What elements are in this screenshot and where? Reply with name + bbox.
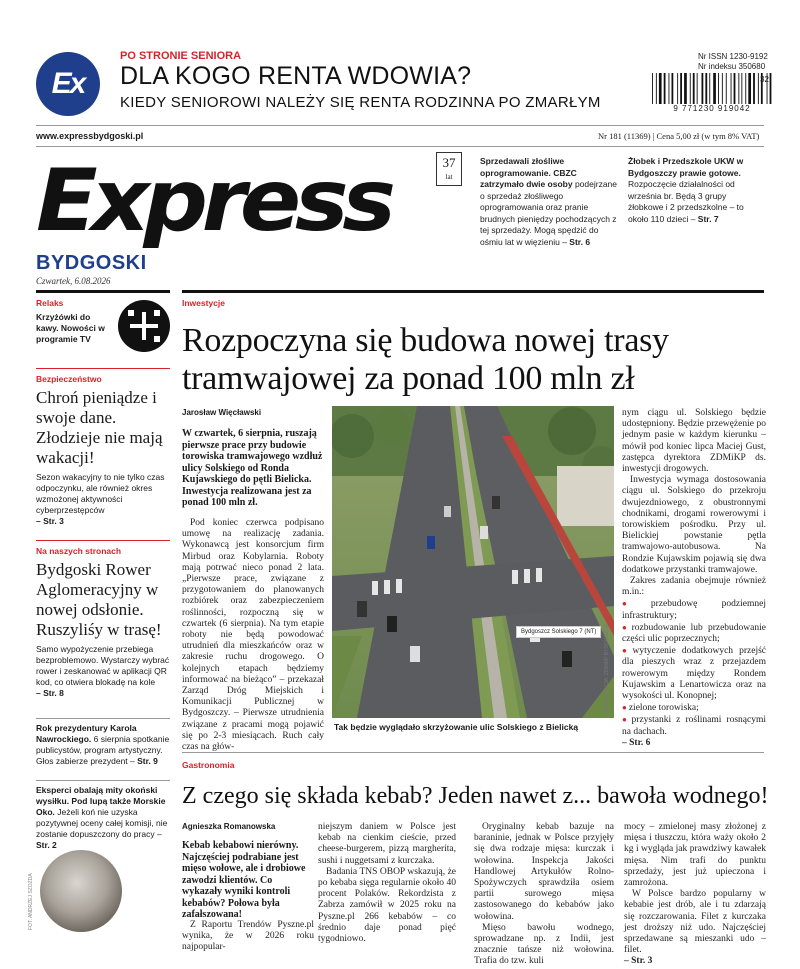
- divider: [36, 146, 764, 147]
- divider: [182, 752, 764, 753]
- gastro-body-col4: mocy – zmielonej masy złożonej z mięsa i tłuszczu, która waży około 2 kg i wygląda jak prawdziwy kawałek mięsa. Nim trafi do punktu sprzedaży, jest już upieczona i zamrożona. W Polsce bardzo popularny w kebabie jest drób, ale i tu zdarzają się rozczarowania. Filet z kurczaka jest droższy niż udo. Najczęściej sprzedawane są mieszanki udo – filet. – Str. 3: [624, 822, 766, 967]
- gastro-body-col1: Z Raportu Trendów Pyszne.pl wynika, że w 2026 roku najpopular-: [182, 920, 314, 953]
- banner-subtitle: KIEDY SENIOROWI NALEŻY SIĘ RENTA RODZINNA PO ZMARŁYM: [120, 94, 601, 111]
- bike-headline[interactable]: Bydgoski Rower Aglomeracyjny w nowej odsłonie. Ruszyliśy w trasę!: [36, 560, 162, 639]
- section-label-our-pages: Na naszych stronach: [36, 546, 122, 556]
- divider: [36, 125, 764, 126]
- security-teaser: Sezon wakacyjny to nie tylko czas odpoczynku, ale również okres wzmożonej aktywności cyberprzestępców – Str. 3: [36, 472, 165, 526]
- issn-info: Nr ISSN 1230-9192 Nr indeksu 350680: [698, 52, 768, 71]
- express-logo-icon[interactable]: Ex: [36, 52, 100, 116]
- barcode-issue-number: 32: [760, 75, 769, 84]
- photo-credit: FOT. ANDRZEJ SZOZDA: [28, 873, 34, 930]
- divider: [36, 780, 170, 781]
- divider: [36, 290, 170, 293]
- list-item: ● przebudowę podziemnej infrastruktury;: [622, 598, 766, 621]
- section-label-security: Bezpieczeństwo: [36, 374, 102, 384]
- article-body-col1: Pod koniec czerwca podpisano umowę na realizację zadania. Wykonawcą jest konsorcjum firm Mirbud oraz Kobylarnia. Roboty mają potrwać nieco ponad 2 lata. „Pierwsze prace, związane z przygotowaniem do planowanych rozbiórek oraz zabezpieczeniem roślinności, rozpoczną się w czwartek (6 sierpnia). Na tym etapie roboty nie będą powodować utrudnień dla mieszkańców oraz w zakresie ruchu drogowego. O kolejnych etapach będziemy informować na bieżąco” – przekazał Zarząd Dróg Miejskich i Komunikacji Publicznej w Bydgoszczy. – Pierwsze utrudnienia związane z pracami mogą pojawić się po 2-3 miesiącach. Ruch cały czas na głów-: [182, 518, 324, 753]
- list-item: ● zielone torowiska;: [622, 702, 766, 714]
- banner-kicker: PO STRONIE SENIORA: [120, 50, 242, 62]
- section-label-investments: Inwestycje: [182, 298, 225, 308]
- visualization-credit: WIZUALIZACJA: ZDMiKP BYDGOSZCZ: [604, 624, 610, 714]
- gastro-author: Agnieszka Romanowska: [182, 822, 276, 831]
- presidency-teaser[interactable]: Rok prezydentury Karola Nawrockiego. 6 sierpnia spotkanie publicystów, program artystyczny. Głos zabierze prezydent – Str. 9: [36, 723, 170, 766]
- issue-info: Nr 181 (11369) | Cena 5,00 zł (w tym 8% VAT): [598, 131, 760, 141]
- article-body-col3: nym ciągu ul. Solskiego będzie udostępniony. Będzie przewężenie po jednym pasie w każdym kierunku – mówił pod koniec lipca Maciej Gust, zastępca dyrektora ZDMiKP ds. inwestycji drogowych. Inwestycja wymaga dostosowania ciągu ul. Solskiego do przekroju dwujezdniowego, z obustronnymi chodnikami, drogami rowerowymi i torowiskiem pośrodku. Przy ul. Bielickiej powstanie pętla tramwajowo-autobusowa. Na Rondzie Kujawskim pojawią się dwa dodatkowe przystanki tramwajowe. Zakres zadania obejmuje również m.in.: ● przebudowę podziemnej infrastruktury; ● rozbudowanie lub przebudowanie części ulic poprzecznych; ● wytyczenie dodatkowych przejść dla pieszych wraz z przejazdem rowerowym między Rondem Kujawskim a Lenartowicza oraz na wysokości ul. Konopnej; ● zielone torowiska; ● przystanki z roślinami rosnącymi na dachach. – Str. 6: [622, 408, 766, 749]
- teaser-nursery[interactable]: Żłobek i Przedszkole UKW w Bydgoszczy prawie gotowe. Rozpoczęcie działalności od września br. Będą 3 grupy żłobkowe i 2 przedszkolne – to około 110 dzieci – Str. 7: [628, 156, 744, 224]
- gastro-body-col2: niejszym daniem w Polsce jest kebab na cienkim cieście, przed cheese-burgerem, pizzą margherita, sushi i nuggetsami z kurczaka. Badania TNS OBOP wskazują, że po kebaba sięga regularnie około 40 procent Polaków. Rekordzista z Zabrza zamówił w 2025 roku na Pyszne.pl 266 kebabów – co średnio daje ponad pięć tygodniowo.: [318, 822, 456, 945]
- years-badge: 37 lat: [436, 152, 462, 186]
- article-author: Jarosław Więcławski: [182, 408, 262, 417]
- issue-date: Czwartek, 6.08.2026: [36, 276, 111, 286]
- divider: [36, 540, 170, 541]
- tram-visualization-photo: [332, 406, 614, 718]
- list-item: ● wytyczenie dodatkowych przejść dla pieszych wraz z przejazdem rowerowym między Rondem Kujawskim a Lenartowicza oraz na wysokości ul. Konopnej;: [622, 645, 766, 702]
- masthead-logo[interactable]: [36, 151, 436, 256]
- gastro-lead: Kebab kebabowi nierówny. Najczęściej podrabiane jest mięso wołowe, ale i drobiowe zawodzi klientów. Co wykazały wyniki kontroli kebabów? Połowa była zafałszowana!: [182, 840, 306, 920]
- section-label-relaks: Relaks: [36, 298, 64, 308]
- relaks-teaser[interactable]: Krzyżówki do kawy. Nowości w programie TV: [36, 312, 105, 344]
- banner-title[interactable]: DLA KOGO RENTA WDOWIA?: [120, 62, 472, 90]
- page-reference[interactable]: – Str. 6: [622, 737, 651, 748]
- crossword-icon: [118, 300, 170, 352]
- divider: [182, 290, 764, 293]
- main-headline[interactable]: Rozpoczyna się budowa nowej trasy tramwajowej za ponad 100 mln zł: [182, 322, 669, 397]
- gastro-headline[interactable]: Z czego się składa kebab? Jeden nawet z... bawoła wodnego!: [182, 783, 769, 809]
- list-item: ● przystanki z roślinami rosnącymi na dachach.: [622, 714, 766, 737]
- article-lead: W czwartek, 6 sierpnia, ruszają pierwsze prace przy budowie torowiska tramwajowego wzdłuż ulicy Solskiego od Ronda Kujawskiego do pętli Bielicka. Inwestycja realizowana jest za ponad 100 mln zł.: [182, 428, 323, 508]
- teaser-malware[interactable]: Sprzedawali złośliwe oprogramowanie. CBZC zatrzymało dwie osoby podejrzane o sprzedaż złośliwego oprogramowania oraz pranie brudnych pieniędzy pochodzących z tej sprzedaży. Mogą spędzić do ośmiu lat w więzieniu – Str. 6: [480, 156, 618, 247]
- divider: [36, 718, 170, 719]
- photo-location-tag: Bydgoszcz Solskiego 7 (NT): [516, 626, 601, 638]
- list-item: ● rozbudowanie lub przebudowanie części ulic poprzecznych;: [622, 622, 766, 645]
- horse-teaser[interactable]: Eksperci obalają mity okoński wysiłku. Pod lupą także Morskie Oko. Jeżeli koń nie uzyska pozytywnej oceny całej komisji, nie zostanie dopuszczony do pracy – Str. 2: [36, 785, 168, 850]
- masthead-city: BYDGOSKI: [36, 252, 147, 274]
- divider: [36, 368, 170, 369]
- photo-caption: Tak będzie wyglądało skrzyżowanie ulic Solskiego z Bielicką: [334, 722, 579, 732]
- horse-photo: [40, 850, 122, 932]
- website-link[interactable]: www.expressbydgoski.pl: [36, 131, 144, 141]
- page-reference[interactable]: – Str. 3: [624, 956, 653, 967]
- bike-teaser: Samo wypożyczenie przebiega bezproblemowo. Wystarczy wybrać rower i zeskanować w aplikacji QR kod, co otwiera blokadę na kole – Str. 8: [36, 644, 170, 698]
- section-label-gastronomy: Gastronomia: [182, 760, 235, 770]
- security-headline[interactable]: Chroń pieniądze i swoje dane. Złodzieje nie mają wakacji!: [36, 388, 163, 467]
- barcode-digits: 9 771230 919042: [650, 104, 774, 113]
- gastro-body-col3: Oryginalny kebab bazuje na baraninie, jednak w Polsce przyjęły się dwa rodzaje mięsa: kurczak i wołowina. Inspekcja Jakości Handlowej Artykułów Rolno-Spożywczych sprawdziła osiem partii surowego mięsa zastosowanego do kebabów jako wołowina. Mięso bawołu wodnego, sprowadzane np. z Indii, jest znacznie tańsze niż wołowina. Trafia do tzw. kuli: [474, 822, 614, 967]
- masthead-title: Express: [36, 151, 390, 251]
